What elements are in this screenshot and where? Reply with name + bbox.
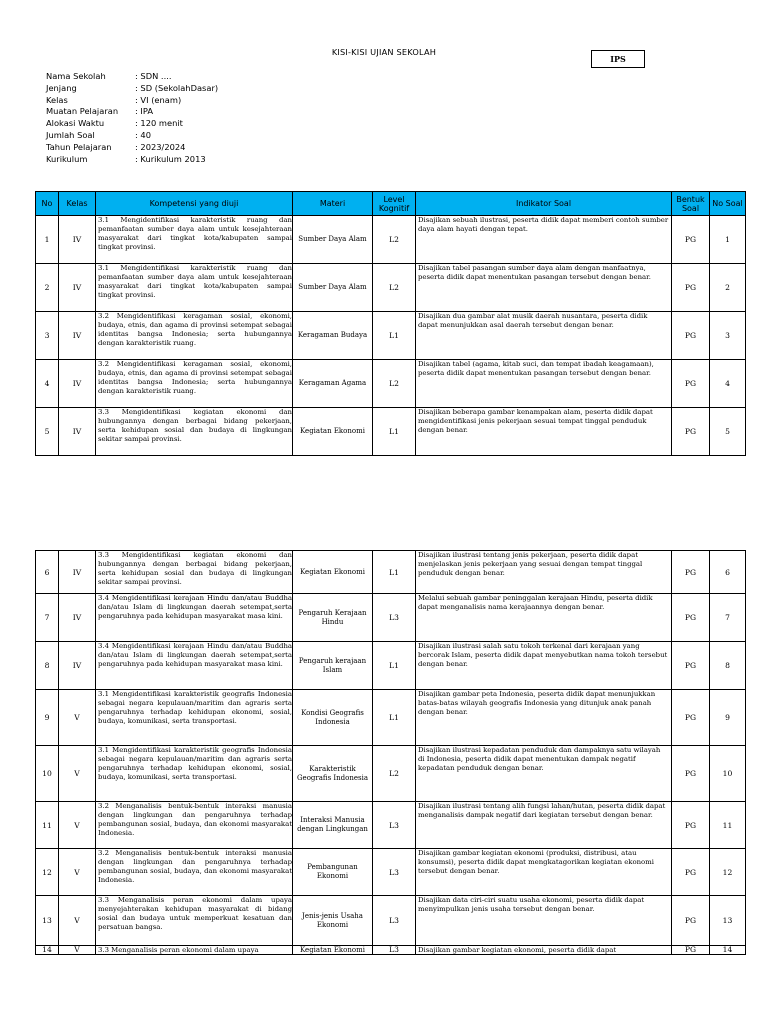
cell-kelas: V <box>59 946 96 955</box>
cell-materi: Interaksi Manusia dengan Lingkungan <box>293 802 373 849</box>
cell-kelas: IV <box>59 642 96 690</box>
col-header-materi: Materi <box>293 192 373 216</box>
cell-kompetensi: 3.1 Mengidentifikasi karakteristik geografis Indonesia sebagai negara kepulauan/maritim dan agraris serta pengaruhnya terhadap kehidupan ekonomi, sosial, budaya, komunikasi, serta transportasi. <box>96 690 293 746</box>
cell-indikator: Disajikan ilustrasi tentang alih fungsi lahan/hutan, peserta didik dapat menganalisis dampak negatif dari kegiatan tersebut dengan benar. <box>416 802 672 849</box>
cell-materi: Pembangunan Ekonomi <box>293 849 373 896</box>
cell-indikator: Disajikan sebuah ilustrasi, peserta didik dapat memberi contoh sumber daya alam hayati dengan tepat. <box>416 216 672 264</box>
cell-kelas: IV <box>59 360 96 408</box>
info-label: Nama Sekolah <box>46 71 106 81</box>
cell-indikator: Disajikan ilustrasi kepadatan penduduk dan dampaknya satu wilayah di Indonesia, peserta didik dapat menentukan dampak negatif kepadatan penduduk dengan benar. <box>416 746 672 802</box>
cell-bentuk: PG <box>672 360 710 408</box>
school-info-block <box>46 71 218 165</box>
cell-materi: Pengaruh kerajaan Islam <box>293 642 373 690</box>
cell-no-soal: 8 <box>710 642 746 690</box>
info-label: Tahun Pelajaran <box>46 141 112 152</box>
cell-bentuk: PG <box>672 264 710 312</box>
cell-no: 5 <box>36 408 59 456</box>
cell-no-soal: 11 <box>710 802 746 849</box>
cell-kompetensi: 3.3 Menganalisis peran ekonomi dalam upaya <box>96 946 293 955</box>
cell-kompetensi: 3.1 Mengidentifikasi karakteristik ruang dan pemanfaatan sumber daya alam untuk kesejahteraan masyarakat dari tingkat kota/kabupaten sampai tingkat provinsi. <box>96 216 293 264</box>
cell-level: L1 <box>373 551 416 594</box>
col-header-kompetensi: Kompetensi yang diuji <box>96 192 293 216</box>
cell-indikator: Disajikan gambar kegiatan ekonomi, peserta didik dapat <box>416 946 672 955</box>
cell-kompetensi: 3.4 Mengidentifikasi kerajaan Hindu dan/atau Buddha dan/atau Islam di lingkungan daerah setempat,serta pengaruhnya pada kehidupan masyarakat masa kini. <box>96 594 293 642</box>
cell-kompetensi: 3.2 Mengidentifikasi keragaman sosial, ekonomi, budaya, etnis, dan agama di provinsi setempat sebagai identitas bangsa Indonesia; serta hubungannya dengan karakteristik ruang. <box>96 360 293 408</box>
info-row <box>46 154 218 166</box>
table-row <box>36 690 746 746</box>
info-row <box>46 106 218 118</box>
col-header-no: No <box>36 192 59 216</box>
cell-indikator: Disajikan ilustrasi tentang jenis pekerjaan, peserta didik dapat menjelaskan jenis pekerjaan yang sesuai dengan tempat tinggal penduduk dengan benar. <box>416 551 672 594</box>
cell-no: 8 <box>36 642 59 690</box>
cell-no-soal: 7 <box>710 594 746 642</box>
cell-level: L1 <box>373 642 416 690</box>
table-row <box>36 312 746 360</box>
cell-no-soal: 3 <box>710 312 746 360</box>
cell-no: 3 <box>36 312 59 360</box>
info-value: : VI (enam) <box>135 94 182 105</box>
info-value: : 40 <box>135 129 151 140</box>
cell-level: L3 <box>373 849 416 896</box>
info-value: : SD (SekolahDasar) <box>135 82 219 93</box>
info-row <box>46 95 218 107</box>
cell-kompetensi: 3.3 Mengidentifikasi kegiatan ekonomi dan hubungannya dengan berbagai bidang pekerjaan, serta kehidupan sosial dan budaya di lingkungan sekitar sampai provinsi. <box>96 408 293 456</box>
table-row <box>36 264 746 312</box>
cell-no-soal: 6 <box>710 551 746 594</box>
cell-kelas: IV <box>59 264 96 312</box>
cell-indikator: Disajikan tabel pasangan sumber daya alam dengan manfaatnya, peserta didik dapat menentukan pasangan tersebut dengan benar. <box>416 264 672 312</box>
cell-kelas: V <box>59 690 96 746</box>
info-label: Jumlah Soal <box>46 129 95 140</box>
info-value: : Kurikulum 2013 <box>135 153 206 164</box>
cell-kelas: V <box>59 746 96 802</box>
cell-bentuk: PG <box>672 551 710 594</box>
info-label: Muatan Pelajaran <box>46 106 119 117</box>
cell-kelas: IV <box>59 216 96 264</box>
cell-no: 7 <box>36 594 59 642</box>
cell-no: 14 <box>36 946 59 955</box>
cell-kelas: IV <box>59 594 96 642</box>
table-row <box>36 746 746 802</box>
cell-level: L2 <box>373 216 416 264</box>
cell-indikator: Melalui sebuah gambar peninggalan kerajaan Hindu, peserta didik dapat menganalisis nama kerajaannya dengan benar. <box>416 594 672 642</box>
cell-indikator: Disajikan beberapa gambar kenampakan alam, peserta didik dapat mengidentifikasi jenis pekerjaan sesuai tempat tinggal penduduk dengan benar. <box>416 408 672 456</box>
info-label: Alokasi Waktu <box>46 118 105 129</box>
table-row <box>36 551 746 594</box>
cell-no: 10 <box>36 746 59 802</box>
cell-indikator: Disajikan gambar peta Indonesia, peserta didik dapat menunjukkan batas-batas wilayah geografis Indonesia yang ditunjuk anak panah dengan benar. <box>416 690 672 746</box>
cell-no: 2 <box>36 264 59 312</box>
col-header-indikator: Indikator Soal <box>416 192 672 216</box>
col-header-kelas: Kelas <box>59 192 96 216</box>
table-row <box>36 946 746 955</box>
cell-bentuk: PG <box>672 690 710 746</box>
cell-materi: Keragaman Budaya <box>293 312 373 360</box>
cell-bentuk: PG <box>672 216 710 264</box>
cell-level: L2 <box>373 264 416 312</box>
info-row <box>46 118 218 130</box>
document-title: KISI-KISI UJIAN SEKOLAH <box>331 47 437 57</box>
info-row <box>46 83 218 95</box>
cell-bentuk: PG <box>672 594 710 642</box>
cell-bentuk: PG <box>672 642 710 690</box>
cell-no: 4 <box>36 360 59 408</box>
cell-kelas: V <box>59 802 96 849</box>
cell-indikator: Disajikan ilustrasi salah satu tokoh terkenal dari kerajaan yang bercorak Islam, peserta didik dapat menyebutkan nama tokoh tersebut dengan benar. <box>416 642 672 690</box>
info-label: Jenjang <box>46 82 77 93</box>
cell-kompetensi: 3.2 Mengidentifikasi keragaman sosial, ekonomi, budaya, etnis, dan agama di provinsi setempat sebagai identitas bangsa Indonesia; serta hubungannya dengan karakteristik ruang. <box>96 312 293 360</box>
info-value: : 2023/2024 <box>135 141 186 152</box>
cell-bentuk: PG <box>672 408 710 456</box>
info-row <box>46 71 218 83</box>
cell-materi: Pengaruh Kerajaan Hindu <box>293 594 373 642</box>
cell-no-soal: 14 <box>710 946 746 955</box>
table-row <box>36 360 746 408</box>
col-header-no-soal: No Soal <box>710 192 746 216</box>
cell-kelas: V <box>59 896 96 946</box>
cell-no: 11 <box>36 802 59 849</box>
col-header-bentuk: Bentuk Soal <box>672 192 710 216</box>
cell-materi: Jenis-jenis Usaha Ekonomi <box>293 896 373 946</box>
cell-kompetensi: 3.4 Mengidentifikasi kerajaan Hindu dan/atau Buddha dan/atau Islam di lingkungan daerah setempat,serta pengaruhnya pada kehidupan masyarakat masa kini. <box>96 642 293 690</box>
cell-kelas: IV <box>59 551 96 594</box>
cell-kelas: IV <box>59 312 96 360</box>
info-row <box>46 130 218 142</box>
cell-level: L2 <box>373 360 416 408</box>
kisi-table-page-1 <box>35 191 746 456</box>
info-value: : SDN .... <box>135 71 172 81</box>
cell-no-soal: 10 <box>710 746 746 802</box>
cell-level: L3 <box>373 594 416 642</box>
cell-kompetensi: 3.1 Mengidentifikasi karakteristik geografis Indonesia sebagai negara kepulauan/maritim dan agraris serta pengaruhnya terhadap kehidupan ekonomi, sosial, budaya, komunikasi, serta transportasi. <box>96 746 293 802</box>
cell-level: L3 <box>373 896 416 946</box>
cell-no-soal: 13 <box>710 896 746 946</box>
table-row <box>36 642 746 690</box>
cell-bentuk: PG <box>672 746 710 802</box>
cell-level: L1 <box>373 690 416 746</box>
cell-materi: Karakteristik Geografis Indonesia <box>293 746 373 802</box>
cell-materi: Kegiatan Ekonomi <box>293 946 373 955</box>
cell-materi: Sumber Daya Alam <box>293 264 373 312</box>
cell-level: L2 <box>373 746 416 802</box>
cell-level: L3 <box>373 946 416 955</box>
cell-indikator: Disajikan gambar kegiatan ekonomi (produksi, distribusi, atau konsumsi), peserta didik dapat mengkatagorikan kegiatan ekonomi tersebut dengan benar. <box>416 849 672 896</box>
cell-materi: Kegiatan Ekonomi <box>293 408 373 456</box>
info-row <box>46 142 218 154</box>
cell-no-soal: 4 <box>710 360 746 408</box>
subject-badge: IPS <box>591 50 645 68</box>
cell-materi: Kondisi Geografis Indonesia <box>293 690 373 746</box>
cell-kompetensi: 3.1 Mengidentifikasi karakteristik ruang dan pemanfaatan sumber daya alam untuk kesejahteraan masyarakat dari tingkat kota/kabupaten sampai tingkat provinsi. <box>96 264 293 312</box>
cell-no-soal: 9 <box>710 690 746 746</box>
cell-indikator: Disajikan tabel (agama, kitab suci, dan tempat ibadah keagamaan), peserta didik dapat menentukan pasangan tersebut dengan benar. <box>416 360 672 408</box>
col-header-level: Level Kognitif <box>373 192 416 216</box>
info-label: Kurikulum <box>46 153 88 164</box>
cell-no-soal: 2 <box>710 264 746 312</box>
cell-bentuk: PG <box>672 946 710 955</box>
table-row <box>36 216 746 264</box>
info-value: : IPA <box>135 106 154 117</box>
cell-no: 1 <box>36 216 59 264</box>
cell-no-soal: 1 <box>710 216 746 264</box>
cell-kompetensi: 3.3 Mengidentifikasi kegiatan ekonomi dan hubungannya dengan berbagai bidang pekerjaan, serta kehidupan sosial dan budaya di lingkungan sekitar sampai provinsi. <box>96 551 293 594</box>
cell-no: 13 <box>36 896 59 946</box>
cell-materi: Keragaman Agama <box>293 360 373 408</box>
cell-bentuk: PG <box>672 896 710 946</box>
cell-bentuk: PG <box>672 312 710 360</box>
cell-no: 9 <box>36 690 59 746</box>
cell-no: 12 <box>36 849 59 896</box>
cell-materi: Sumber Daya Alam <box>293 216 373 264</box>
cell-kelas: V <box>59 849 96 896</box>
cell-indikator: Disajikan dua gambar alat musik daerah nusantara, peserta didik dapat menunjukkan asal daerah tersebut dengan benar. <box>416 312 672 360</box>
table-header-row <box>36 192 746 216</box>
table-row <box>36 408 746 456</box>
info-label: Kelas <box>46 94 68 105</box>
cell-level: L1 <box>373 408 416 456</box>
cell-kompetensi: 3.2 Menganalisis bentuk-bentuk interaksi manusia dengan lingkungan dan pengaruhnya terhadap pembangunan sosial, budaya, dan ekonomi masyarakat Indonesia. <box>96 849 293 896</box>
table-row <box>36 849 746 896</box>
cell-no-soal: 12 <box>710 849 746 896</box>
cell-no: 6 <box>36 551 59 594</box>
cell-level: L1 <box>373 312 416 360</box>
cell-indikator: Disajikan data ciri-ciri suatu usaha ekonomi, peserta didik dapat menyimpulkan jenis usaha tersebut dengan benar. <box>416 896 672 946</box>
cell-kelas: IV <box>59 408 96 456</box>
table-row <box>36 896 746 946</box>
table-row <box>36 802 746 849</box>
table-row <box>36 594 746 642</box>
cell-bentuk: PG <box>672 849 710 896</box>
cell-no-soal: 5 <box>710 408 746 456</box>
cell-level: L3 <box>373 802 416 849</box>
info-value: : 120 menit <box>135 118 183 129</box>
cell-materi: Kegiatan Ekonomi <box>293 551 373 594</box>
kisi-table-page-2 <box>35 550 746 955</box>
cell-kompetensi: 3.3 Menganalisis peran ekonomi dalam upaya menyejahterakan kehidupan masyarakat di bidang sosial dan budaya untuk memperkuat kesatuan dan persatuan bangsa. <box>96 896 293 946</box>
cell-bentuk: PG <box>672 802 710 849</box>
cell-kompetensi: 3.2 Menganalisis bentuk-bentuk interaksi manusia dengan lingkungan dan pengaruhnya terhadap pembangunan sosial, budaya, dan ekonomi masyarakat Indonesia. <box>96 802 293 849</box>
